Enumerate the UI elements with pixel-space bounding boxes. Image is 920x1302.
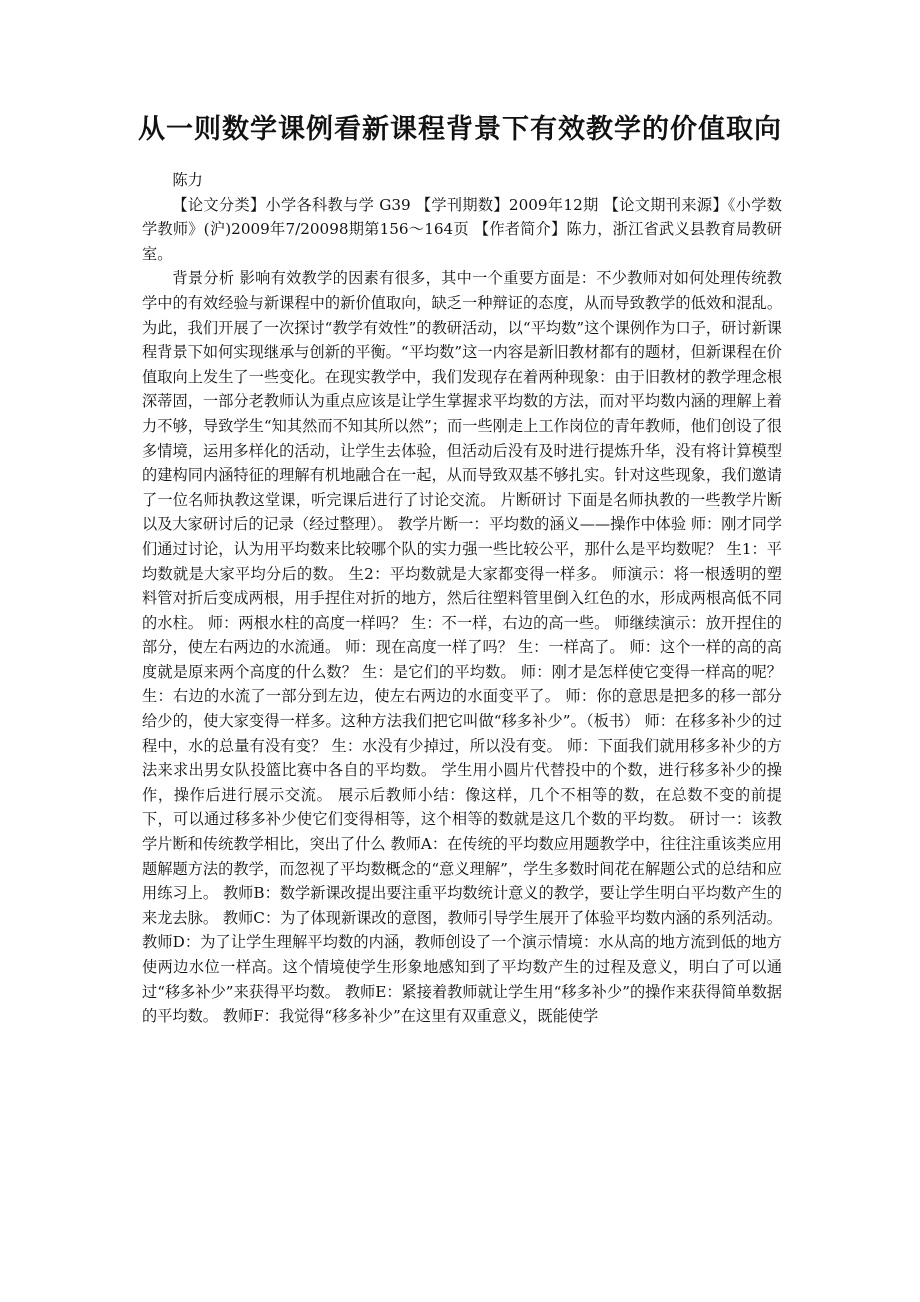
author-line: 陈力 [172, 171, 203, 189]
document-title: 从一则数学课例看新课程背景下有效教学的价值取向 [138, 114, 782, 145]
main-paragraph: 背景分析 影响有效教学的因素有很多，其中一个重要方面是：不少教师对如何处理传统教学中的有效经验与新课程中的新价值取向，缺乏一种辩证的态度，从而导致教学的低效和混乱。为此，我们开展了一次探讨“教学有效性”的教研活动，以“平均数”这个课例作为口子，研讨新课程背景下如何实现继承与创新的平衡。“平均数”这一内容是新旧教材都有的题材，但新课程在价值取向上发生了一些变化。在现实教学中，我们发现存在着两种现象：由于旧教材的教学理念根深蒂固，一部分老教师认为重点应该是让学生掌握求平均数的方法，而对平均数内涵的理解上着力不够，导致学生“知其然而不知其所以然”；而一些刚走上工作岗位的青年教师，他们创设了很多情境，运用多样化的活动，让学生去体验，但活动后没有及时进行提炼升华，没有将计算模型的建构同内涵特征的理解有机地融合在一起，从而导致双基不够扎实。针对这些现象，我们邀请了一位名师执教这堂课，听完课后进行了讨论交流。 片断研讨 下面是名师执教的一些教学片断以及大家研讨后的记录（经过整理）。 教学片断一：平均数的涵义——操作中体验 师：刚才同学们通过讨论，认为用平均数来比较哪个队的实力强一些比较公平，那什么是平均数呢？ 生1：平均数就是大家平均分后的数。 生2：平均数就是大家都变得一样多。 师演示：将一根透明的塑料管对折后变成两根，用手捏住对折的地方，然后往塑料管里倒入红色的水，形成两根高低不同的水柱。 师：两根水柱的高度一样吗？ 生：不一样，右边的高一些。 师继续演示：放开捏住的部分，使左右两边的水流通。 师：现在高度一样了吗？ 生：一样高了。 师：这个一样的高的高度就是原来两个高度的什么数？ 生：是它们的平均数。 师：刚才是怎样使它变得一样高的呢？ 生：右边的水流了一部分到左边，使左右两边的水面变平了。 师：你的意思是把多的移一部分给少的，使大家变得一样多。这种方法我们把它叫做“移多补少”。（板书） 师：在移多补少的过程中，水的总量有没有变？ 生：水没有少掉过，所以没有变。 师：下面我们就用移多补少的方法来求出男女队投篮比赛中各自的平均数。 学生用小圆片代替投中的个数，进行移多补少的操作，操作后进行展示交流。 展示后教师小结：像这样，几个不相等的数，在总数不变的前提下，可以通过移多补少使它们变得相等，这个相等的数就是这几个数的平均数。 研讨一：该教学片断和传统教学相比，突出了什么 教师A：在传统的平均数应用题教学中，往往注重该类应用题解题方法的教学，而忽视了平均数概念的“意义理解”，学生多数时间花在解题公式的总结和应用练习上。 教师B：数学新课改提出要注重平均数统计意义的教学，要让学生明白平均数产生的来龙去脉。 教师C：为了体现新课改的意图，教师引导学生展开了体验平均数内涵的系列活动。 教师D：为了让学生理解平均数的内涵，教师创设了一个演示情境：水从高的地方流到低的地方使两边水位一样高。这个情境使学生形象地感知到了平均数产生的过程及意义，明白了可以通过“移多补少”来获得平均数。 教师E：紧接着教师就让学生用“移多补少”的操作来获得简单数据的平均数。 教师F：我觉得“移多补少”在这里有双重意义，既能使学 [142, 269, 782, 1026]
document-body [142, 168, 782, 1029]
paper-meta-paragraph: 【论文分类】小学各科教与学 G39 【学刊期数】2009年12期 【论文期刊来源】《小学数学教师》(沪)2009年7/20098期第156～164页 【作者简介】陈力，浙江省武义县教育局教研室。 [142, 195, 782, 263]
